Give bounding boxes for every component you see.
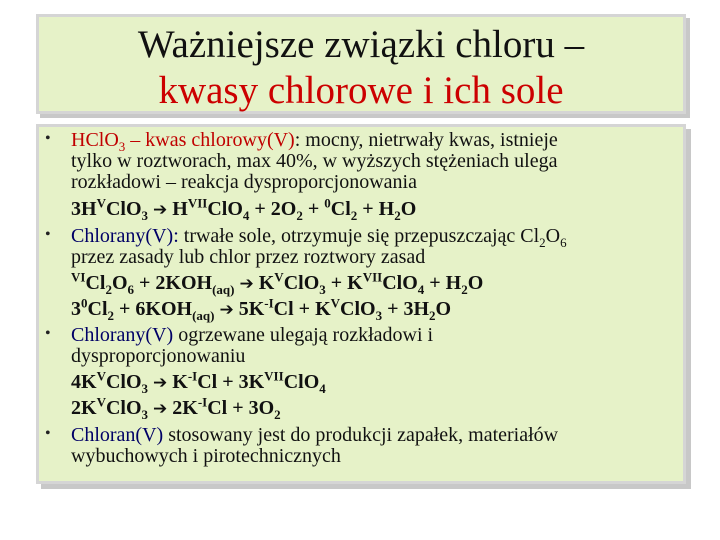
item-1-equation: $3H^VClO_3$ ➔ $H^{VII}ClO_4 + 2O_2 + ^0Cl_2 + H_2O$ bbox=[71, 195, 417, 223]
title-box bbox=[36, 14, 686, 114]
item-4-term: Chloran(V) bbox=[71, 424, 164, 446]
item-2-equation-1: $^{VI}Cl_2O_6 + 2KOH_{(aq)}$ ➔ $K^VClO_3 + K^{VII}ClO_4 + H_2O$ bbox=[71, 269, 484, 297]
item-4-line-1: Chloran(V) stosowany jest do produkcji zapałek, materiałów bbox=[71, 424, 559, 446]
item-3-equation-1: $4K^VClO_3$ ➔ $K^{-I}Cl + 3K^{VII}ClO_4$ bbox=[71, 368, 326, 396]
bullet-2: • bbox=[45, 226, 51, 243]
item-3-line-2: dysproporcjonowaniu bbox=[71, 345, 246, 367]
item-3-term: Chlorany(V) bbox=[71, 324, 174, 346]
item-1-line-2: tylko w roztworach, max 40%, w wyższych stężeniach ulega bbox=[71, 150, 558, 172]
item-3-line-1: Chlorany(V) ogrzewane ulegają rozkładowi i bbox=[71, 324, 434, 346]
item-1-line-1 bbox=[71, 129, 558, 154]
item-1-term: HClO$_3$ – kwas chlorowy(V) bbox=[71, 129, 295, 154]
title-line-2: kwasy chlorowe i ich sole bbox=[158, 69, 564, 112]
item-1-line-3: rozkładowi – reakcja dysproporcjonowania bbox=[71, 171, 417, 193]
item-2-line-2: przez zasady lub chlor przez roztwory zasad bbox=[71, 246, 426, 268]
item-3-equation-2: $2K^VClO_3$ ➔ $2K^{-I}Cl + 3O_2$ bbox=[71, 394, 281, 422]
item-2-term: Chlorany(V): bbox=[71, 225, 179, 247]
bullet-3: • bbox=[45, 325, 51, 342]
title-line-1: Ważniejsze związki chloru – bbox=[137, 23, 585, 66]
item-1-rest: : mocny, nietrwały kwas, istnieje bbox=[294, 129, 558, 151]
item-2-line-1: Chlorany(V): trwałe sole, otrzymuje się przepuszczając $Cl_2O_6$ bbox=[71, 225, 567, 250]
bullet-4: • bbox=[45, 425, 51, 442]
item-4-line-2: wybuchowych i pirotechnicznych bbox=[71, 445, 341, 467]
item-2-equation-2: $3^0Cl_2 + 6KOH_{(aq)}$ ➔ $5K^{-I}Cl + K^VClO_3 + 3H_2O$ bbox=[71, 295, 452, 323]
bullet-1: • bbox=[45, 130, 51, 147]
content-box bbox=[36, 124, 686, 484]
